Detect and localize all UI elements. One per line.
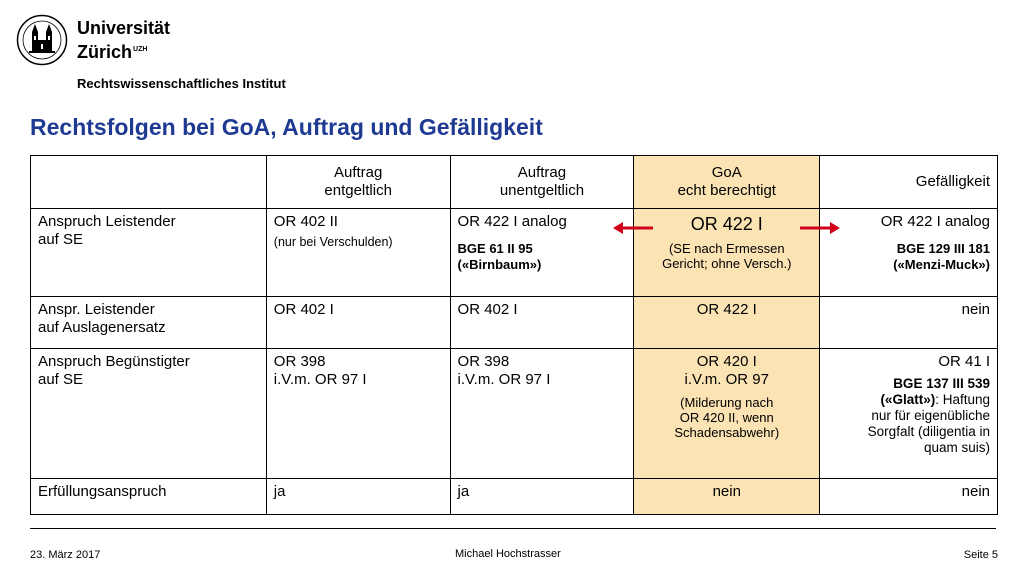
header-empty-cell	[31, 156, 267, 209]
header-auftrag-unentgeltlich: Auftrag unentgeltlich	[450, 156, 634, 209]
table-cell: OR 422 I analog BGE 129 III 181 («Menzi-Muck»)	[820, 209, 998, 297]
table-cell: nein	[634, 479, 820, 515]
header-auftrag-entgeltlich: Auftrag entgeltlich	[266, 156, 450, 209]
footer-author: Michael Hochstrasser	[455, 548, 561, 560]
university-seal-logo	[16, 14, 68, 66]
table-cell: OR 422 I analog BGE 61 II 95 («Birnbaum»)	[450, 209, 634, 297]
table-cell: OR 398 i.V.m. OR 97 I	[266, 349, 450, 479]
university-name-line2: Zürich$^{UZH}$	[77, 42, 148, 62]
table-cell: OR 398 i.V.m. OR 97 I	[450, 349, 634, 479]
table-cell: nein	[820, 479, 998, 515]
table-cell: OR 41 I BGE 137 III 539 («Glatt»): Haftung nur für eigenübliche Sorgfalt (diligentia in quam suis)	[820, 349, 998, 479]
footer-page-number: Seite 5	[963, 549, 998, 561]
header-goa: GoA echt berechtigt	[634, 156, 820, 209]
arrow-left-icon	[613, 221, 655, 235]
table-row	[31, 349, 998, 479]
table-cell: nein	[820, 297, 998, 349]
footer-divider	[30, 528, 996, 529]
arrow-right-icon	[798, 221, 840, 235]
university-name	[77, 17, 170, 63]
table-cell: OR 420 I i.V.m. OR 97 (Milderung nach OR 420 II, wenn Schadensabwehr)	[634, 349, 820, 479]
table-row	[31, 297, 998, 349]
table-cell: ja	[266, 479, 450, 515]
row-label: Anspruch Leistender auf SE	[31, 209, 267, 297]
slide-title: Rechtsfolgen bei GoA, Auftrag und Gefälligkeit	[30, 114, 543, 140]
table-cell: OR 402 I	[266, 297, 450, 349]
university-name-line1: Universität	[77, 18, 171, 38]
table-cell: ja	[450, 479, 634, 515]
row-label: Anspr. Leistender auf Auslagenersatz	[31, 297, 267, 349]
table-row	[31, 479, 998, 515]
row-label: Anspruch Begünstigter auf SE	[31, 349, 267, 479]
table-cell: OR 422 I	[634, 297, 820, 349]
table-row	[31, 209, 998, 297]
table-cell: OR 402 I	[450, 297, 634, 349]
institute-name: Rechtswissenschaftliches Institut	[77, 76, 286, 91]
row-label: Erfüllungsanspruch	[31, 479, 267, 515]
table-header-row	[31, 156, 998, 209]
uzh-suffix: UZH	[133, 46, 148, 53]
legal-consequences-table	[30, 155, 998, 515]
footer-date: 23. März 2017	[30, 549, 101, 561]
header-gefaelligkeit: Gefälligkeit	[820, 156, 998, 209]
table-cell: OR 402 II (nur bei Verschulden)	[266, 209, 450, 297]
table-cell: OR 422 I (SE nach Ermessen Gericht; ohne Versch.)	[634, 209, 820, 297]
